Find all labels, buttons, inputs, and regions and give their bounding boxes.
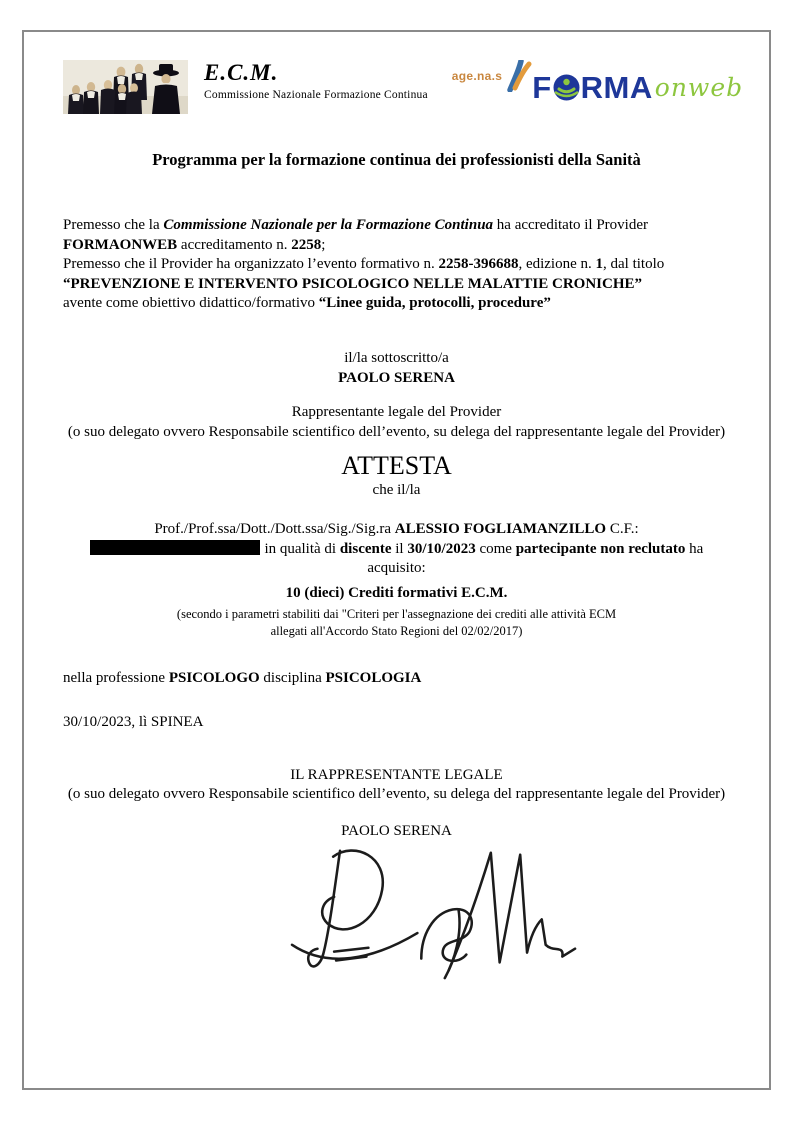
page-border-frame <box>22 30 771 1090</box>
rappresentante-heading: IL RAPPRESENTANTE LEGALE <box>290 766 503 783</box>
forma-text-onweb: onweb <box>654 73 744 102</box>
rappresentante-name: PAOLO SERENA <box>341 822 452 839</box>
premesse-line-1: Premesso che la Commissione Nazionale per la Formazione Continua ha accreditato il Provider <box>63 217 648 233</box>
header <box>63 60 744 114</box>
sottoscritto-name: PAOLO SERENA <box>338 369 455 386</box>
discente-line-3: acquisito: <box>367 560 426 577</box>
premesse-line-2: FORMAONWEB accreditamento n. 2258; <box>63 236 326 253</box>
agenas-logo-label: age.na.s <box>451 69 503 83</box>
codice-fiscale-redaction-box <box>90 540 260 555</box>
ecm-painting-image <box>63 60 188 114</box>
sottoscritto-role-note: (o suo delegato ovvero Responsabile scientifico dell’evento, su delega del rappresentante legale del Provider) <box>67 423 726 440</box>
premesse-line-5: avente come obiettivo didattico/formativo “Linee guida, protocolli, procedure” <box>63 295 551 312</box>
data-luogo-line: 30/10/2023, lì SPINEA <box>63 713 204 730</box>
attesta-subheading: che il/la <box>372 482 421 499</box>
forma-text-f: F <box>532 70 552 105</box>
ecm-logo-title: E.C.M. <box>204 60 279 85</box>
attesta-heading: ATTESTA <box>341 451 452 481</box>
crediti-note-2: allegati all'Accordo Stato Regioni del 02/02/2017) <box>270 624 523 639</box>
crediti-note-1: (secondo i parametri stabiliti dai "Criteri per l'assegnazione dei crediti alle attività ECM <box>176 607 617 622</box>
discente-line-1: Prof./Prof.ssa/Dott./Dott.ssa/Sig./Sig.ra ALESSIO FOGLIAMANZILLO C.F.: <box>154 520 639 537</box>
formaonweb-logo <box>532 72 743 103</box>
discente-line-2-text: in qualità di discente il 30/10/2023 come partecipante non reclutato ha <box>260 540 704 557</box>
forma-globe-icon <box>553 74 580 101</box>
ecm-logo <box>204 60 428 101</box>
agenas-logo <box>452 60 532 92</box>
ecm-logo-subtitle: Commissione Nazionale Formazione Continua <box>204 89 428 101</box>
premesse-paragraph <box>63 216 730 314</box>
premesse-line-3: Premesso che il Provider ha organizzato l’evento formativo n. 2258-396688, edizione n. 1, dal titolo <box>63 256 665 273</box>
crediti-line: 10 (dieci) Crediti formativi E.C.M. <box>285 584 508 601</box>
professione-line: nella professione PSICOLOGO disciplina PSICOLOGIA <box>63 670 422 687</box>
forma-text-rma: RMA <box>580 70 653 105</box>
signature-area <box>63 841 730 988</box>
premesse-line-4: “PREVENZIONE E INTERVENTO PSICOLOGICO NELLE MALATTIE CRONICHE” <box>63 275 643 292</box>
discente-line-2 <box>63 540 730 560</box>
sottoscritto-intro: il/la sottoscritto/a <box>344 349 449 366</box>
sottoscritto-role: Rappresentante legale del Provider <box>291 404 502 421</box>
agenas-mark-icon <box>504 60 532 92</box>
document-title: Programma per la formazione continua dei professionisti della Sanità <box>152 150 641 169</box>
handwritten-signature-image <box>275 841 595 983</box>
rappresentante-note: (o suo delegato ovvero Responsabile scientifico dell’evento, su delega del rappresentante legale del Provider) <box>67 786 726 803</box>
